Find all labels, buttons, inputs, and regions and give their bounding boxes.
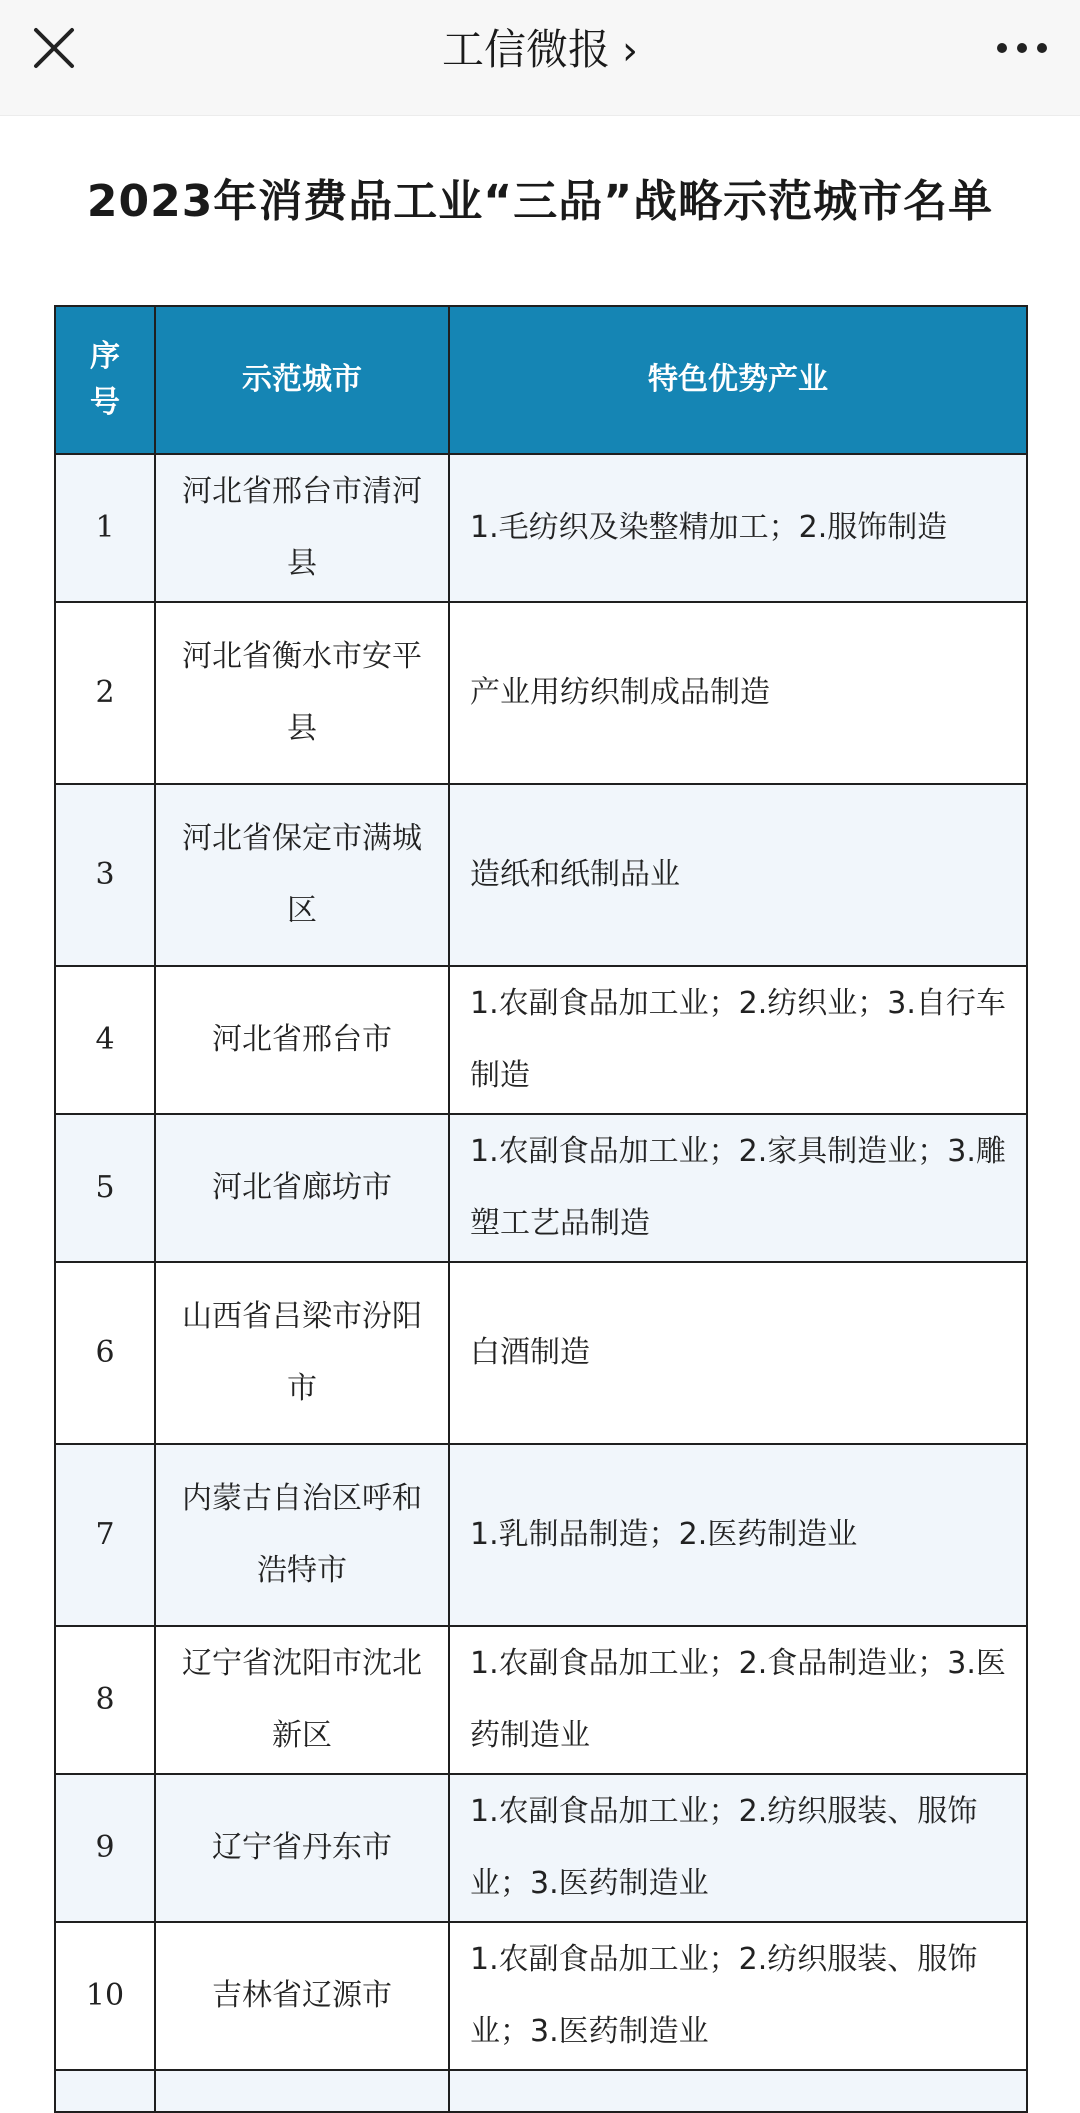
- account-name: 工信微报: [441, 25, 610, 74]
- row-city: 河北省廊坊市: [155, 1114, 449, 1262]
- table-row: [55, 454, 1027, 602]
- header-industry: 特色优势产业: [449, 306, 1027, 454]
- row-city: 河北省邢台市清河县: [155, 454, 449, 602]
- row-city: [155, 2070, 449, 2112]
- row-index: 7: [55, 1444, 155, 1626]
- row-city: 内蒙古自治区呼和浩特市: [155, 1444, 449, 1626]
- row-index: 10: [55, 1922, 155, 2070]
- table-row: [55, 966, 1027, 1114]
- row-industry: 1.毛纺织及染整精加工；2.服饰制造: [449, 454, 1027, 602]
- row-city: 河北省邢台市: [155, 966, 449, 1114]
- row-industry: 1.农副食品加工业；2.纺织服装、服饰业；3.医药制造业: [449, 1922, 1027, 2070]
- table-row: [55, 1444, 1027, 1626]
- chevron-right-icon: ›: [622, 28, 638, 74]
- table-row: [55, 1114, 1027, 1262]
- table-row: [55, 2070, 1027, 2112]
- row-index: 1: [55, 454, 155, 602]
- row-industry: 1.农副食品加工业；2.食品制造业；3.医药制造业: [449, 1626, 1027, 1774]
- row-city: 河北省保定市满城区: [155, 784, 449, 966]
- table-row: [55, 1626, 1027, 1774]
- row-city: 山西省吕梁市汾阳市: [155, 1262, 449, 1444]
- row-city: 河北省衡水市安平县: [155, 602, 449, 784]
- row-city: 辽宁省丹东市: [155, 1774, 449, 1922]
- top-nav-bar: [0, 0, 1080, 116]
- row-index: 4: [55, 966, 155, 1114]
- row-industry: [449, 2070, 1027, 2112]
- row-industry: 造纸和纸制品业: [449, 784, 1027, 966]
- row-industry: 1.乳制品制造；2.医药制造业: [449, 1444, 1027, 1626]
- header-city: 示范城市: [155, 306, 449, 454]
- row-city: 辽宁省沈阳市沈北新区: [155, 1626, 449, 1774]
- row-index: [55, 2070, 155, 2112]
- table-row: [55, 1262, 1027, 1444]
- table-row: [55, 602, 1027, 784]
- row-index: 6: [55, 1262, 155, 1444]
- row-industry: 1.农副食品加工业；2.家具制造业；3.雕塑工艺品制造: [449, 1114, 1027, 1262]
- row-industry: 产业用纺织制成品制造: [449, 602, 1027, 784]
- row-index: 9: [55, 1774, 155, 1922]
- row-index: 3: [55, 784, 155, 966]
- account-name-link[interactable]: [0, 20, 1080, 81]
- table-row: [55, 784, 1027, 966]
- article-title: 2023年消费品工业“三品”战略示范城市名单: [86, 176, 994, 227]
- header-index: 序号: [55, 306, 155, 454]
- row-industry: 1.农副食品加工业；2.纺织服装、服饰业；3.医药制造业: [449, 1774, 1027, 1922]
- row-industry: 1.农副食品加工业；2.纺织业；3.自行车制造: [449, 966, 1027, 1114]
- table-row: [55, 1774, 1027, 1922]
- more-icon[interactable]: [992, 28, 1052, 68]
- table-header-row: [55, 306, 1027, 454]
- row-index: 5: [55, 1114, 155, 1262]
- table-row: [55, 1922, 1027, 2070]
- row-index: 8: [55, 1626, 155, 1774]
- row-industry: 白酒制造: [449, 1262, 1027, 1444]
- city-list-table: [54, 305, 1026, 2113]
- row-city: 吉林省辽源市: [155, 1922, 449, 2070]
- row-index: 2: [55, 602, 155, 784]
